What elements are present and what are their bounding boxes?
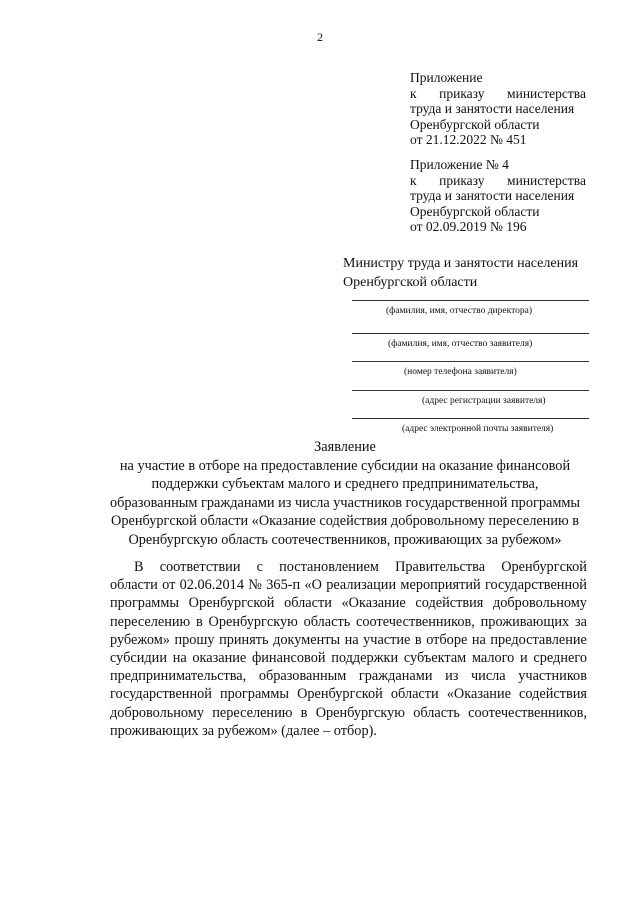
text-line: к приказу министерства [410, 85, 586, 101]
text-line: добровольному переселению в Оренбургскую область соотечественников, [110, 704, 587, 721]
blank-caption: (фамилия, имя, отчество директора) [386, 306, 532, 316]
text-line: В соответствии с постановлением Правительства Оренбургской [134, 559, 587, 575]
blank-rule [352, 300, 589, 301]
text-line: образованным гражданами из числа участников государственной программы [109, 494, 581, 511]
blank-director-name [352, 300, 589, 317]
text-line: переселению в Оренбургскую область соотечественников, проживающих за [110, 613, 587, 630]
application-subtitle [70, 457, 620, 550]
text-line: от 02.09.2019 № 196 [410, 219, 527, 234]
text-line: программы Оренбургской области «Оказание содействия добровольному [110, 595, 587, 612]
application-title [70, 438, 620, 549]
appendix-block-original [410, 157, 586, 235]
addressee-line-2: Оренбургской области [343, 275, 478, 290]
text-line: от 21.12.2022 № 451 [410, 132, 527, 147]
addressee-block [343, 254, 589, 292]
page-number: 2 [317, 30, 323, 44]
text-line: Приложение [410, 70, 483, 85]
application-heading: Заявление [314, 439, 376, 455]
text-line: Оренбургскую область соотечественников, проживающих за рубежом» [128, 531, 562, 548]
blank-rule [352, 418, 589, 419]
application-body [110, 558, 587, 740]
text-line: области от 02.06.2014 № 365-п «О реализации мероприятий государственной [110, 577, 587, 594]
text-line: проживающих за рубежом» (далее – отбор). [110, 722, 377, 739]
text-line: поддержки субъектам малого и среднего предпринимательства, [151, 476, 539, 492]
blank-rule [352, 333, 589, 334]
blank-caption: (адрес электронной почты заявителя) [402, 424, 554, 434]
blank-applicant-name [352, 333, 589, 350]
blank-rule [352, 361, 589, 362]
text-line: Приложение № 4 [410, 157, 509, 172]
text-line: Оренбургской области «Оказание содействия добровольному переселению в [111, 513, 579, 529]
addressee-line-1: Министру труда и занятости населения [343, 256, 579, 271]
appendix-block-current [410, 70, 586, 148]
text-line: субсидии на оказание финансовой поддержки субъектам малого и среднего [110, 650, 587, 667]
blank-caption: (фамилия, имя, отчество заявителя) [388, 339, 533, 349]
text-line: предпринимательства, образованным гражданами из числа участников [110, 668, 587, 685]
text-line: Оренбургской области [410, 203, 540, 219]
blank-email [352, 418, 589, 435]
blank-caption: (адрес регистрации заявителя) [422, 396, 546, 406]
blank-rule [352, 390, 589, 391]
text-line: к приказу министерства [410, 172, 586, 188]
text-line: на участие в отборе на предоставление субсидии на оказание финансовой [119, 457, 571, 474]
text-line: Оренбургской области [410, 116, 540, 132]
blank-registration-address [352, 390, 589, 407]
blank-phone [352, 361, 589, 378]
blank-caption: (номер телефона заявителя) [404, 367, 517, 377]
text-line: рубежом» прошу принять документы на участие в отборе на предоставление [110, 631, 587, 648]
text-line: труда и занятости населения [410, 188, 575, 203]
text-line: труда и занятости населения [410, 101, 575, 116]
text-line: государственной программы Оренбургской области «Оказание содействия [110, 686, 587, 703]
